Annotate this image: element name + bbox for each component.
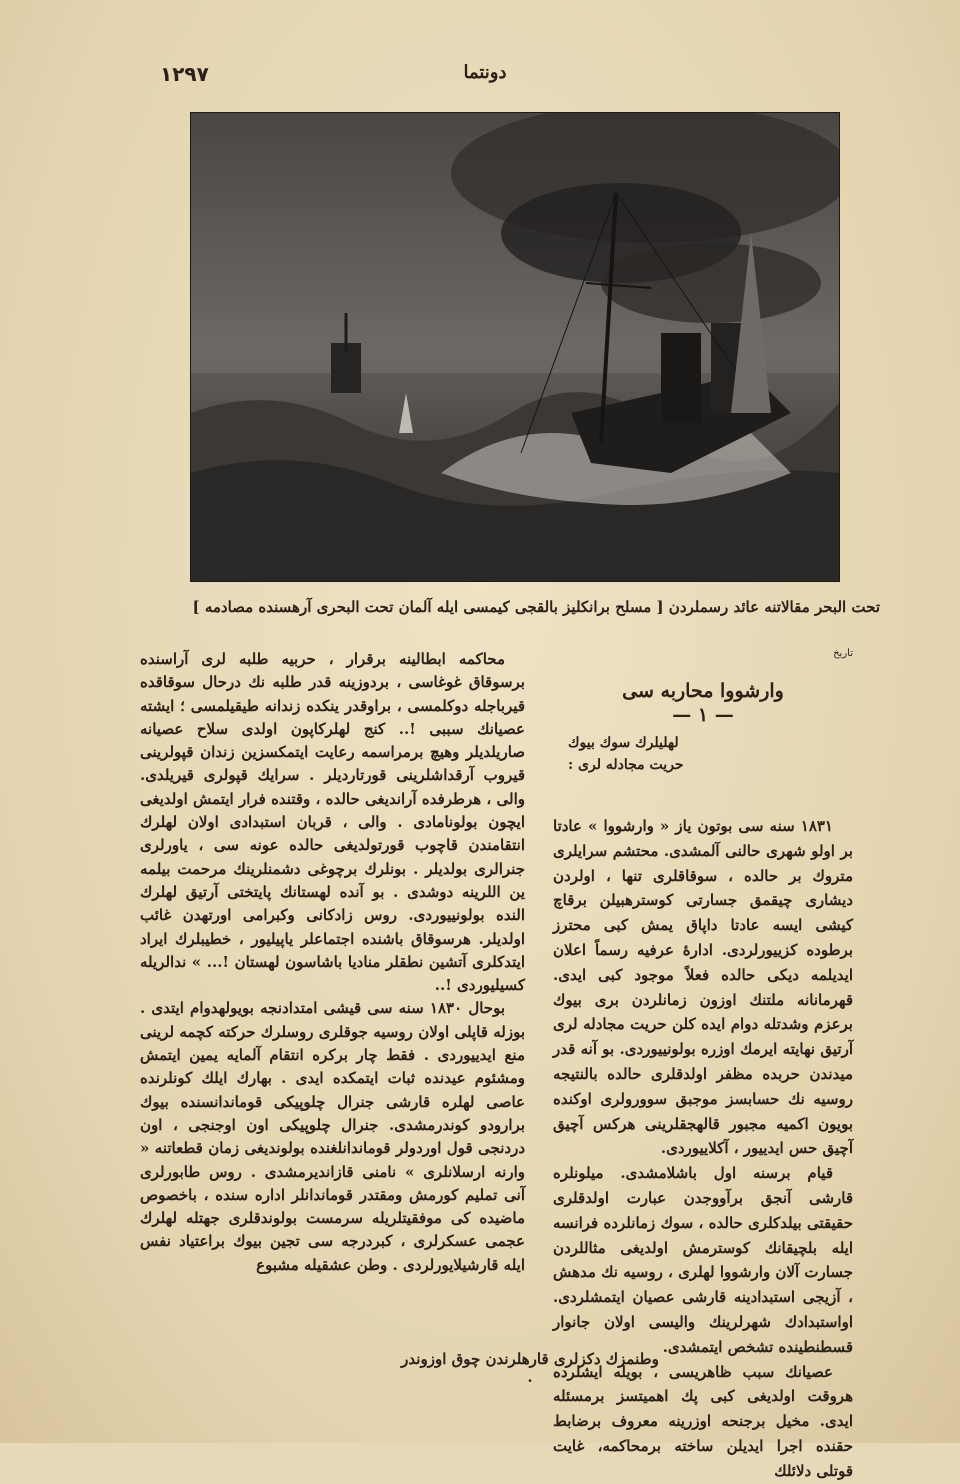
page-header — [160, 62, 810, 92]
ship-in-storm-photo — [190, 112, 840, 582]
article-part-number: — ۱ — — [672, 704, 734, 726]
page-number: ۱۲۹۷ — [160, 62, 209, 86]
paragraph: قیام برسنه اول باشلامشدی. میلونلره قارشی آنجق برآووجدن عبارت اولدقلری حقیقتی بیلدکلری حالده ، سوك زمانلرده فرانسه ایله بلچیقانك کوسترمش اولدیغی مثاللردن جسارت آلان وارشووا لهلری ، روسیه نك مدهش ، آزیجی استبدادینه قارشی عصیان ایتمشلردی. اواستبدادك شهرلرینك والیسی اولان جانوار قسطنطینده تشخص ایتمشدی. — [553, 1164, 853, 1356]
photo-illustration — [191, 113, 839, 581]
photo-caption: تحت البحر مقالاتنه عائد رسملردن [ مسلح برانكليز بالقجی كیمسی ایله آلمان تحت البحری آرهسنده مصادمه ] — [192, 598, 880, 616]
paragraph: محاکمه ابطالینه برقرار ، حربیه طلبه لری آراسنده برسوقاق غوغاسی ، بردوزینه قدر طلبه نك درحال سوقاقده قیرباجله دوکلمسی ، براوقدر ینکده زندانه طیقیلمسی ؛ ایشته عصیانك سببی !.. کنج لهلرکاپون اولدی سلاح عصیانه صاریلدیلر وهیچ برمراسمه رعایت ایتمکسزین زندان قپولرینی قیروب آرقداشلرینی قورتاردیلر . سرایك قپولری قیریلدی. والی ، هرطرفده آراندیغی حالده ، وقتنده فرار ایتمش اولدیغی ایچون بولونامادی . والی ، قربان استبدادی اولان لهلرك انتقامندن قاچوب قورتولدیغی حالده عونه سی ، یاورلری جنرالری بولدیلر . بونلرك برچوغی دشمنلرینك مرحمت بیلمه ین اللرینه دوشدی . بو آنده لهستانك پایتختی آرتیق لهلرك النده بولونییوردی. روس زادکانی وکبرامی اورتهدن غائب اولدیلر. هرسوقاق باشنده اجتماعلر یاپیلیور ، خطیبلرك ایراد ایتدکلری آتشین نطقلر منادیا باشاسون لهستان !... » ندالریله کسیلیوردی !.. — [140, 650, 525, 995]
running-title: دونتما — [463, 62, 507, 83]
left-column — [140, 648, 525, 1277]
paragraph: عصیانك سبب ظاهریسی ، بویله ایشلرده هروقت اولدیغی کبی پك اهمیتسز برمسئله ایدی. مخیل برجنحه اوزرینه معروف برضابط حقنده اجرا ایدیلن ساخته برمحاکمه، غایت قوتلی دلائلك — [553, 1362, 853, 1480]
paragraph: بوحال ۱۸۳۰ سنه سی قیشی امتدادنجه بویولهدوام ایتدی . بوزله قاپلی اولان روسیه جوقلری روسلرك حرکته کچمه لرینی منع ایدییوردی . فقط چار برکره انتقام آلمایه یمین ایتمش ومشئوم عیدنده ثبات ایتمکده ایدی . بهارك ایلك کونلرنده عاصی لهلره قارشی جنرال چلوپیکی قوماندانسنده بیوك برارودو کوندرمشدی. جنرال چلوپیکی اون اوجنجی ، اون دردنجی قول اوردولر قوماندانلغنده بولوندیغی زمان قطعاتنه « وارنه ارسلانلری » نامنی قازاندیرمشدی . روس طابورلری آنی تملیم کورمش ومقتدر قوماندانلر اداره سنده ، باخصوص ماضیده کی موفقیتلریله سرمست بولوندقلری جهتله لهلرك عجمی عسکرلری ، کبردرجه سی تجین بیوك براعتیاد نفس ایله قارشیلایورلردی . وطن عشقیله مشبوع — [140, 999, 525, 1274]
article-subtitle — [553, 732, 853, 776]
subtitle-line: لهلیلرك سوك بیوك — [568, 735, 679, 751]
section-tag: تاریخ — [833, 648, 853, 659]
paragraph: ۱۸۳۱ سنه سی بوتون یاز « وارشووا » عادتا بر اولو شهری حالنی آلمشدی. محتشم سرایلری متروك بر حالده ، سوقاقلری تنها ، اولردن دیشاری چیقمق جسارتی کوسترهبیلن برقاچ کیشی ایسه عادتا داپاق یمش کبی محترز برطوده کزییورلردی. ادارهٔ عرفیه رسماً اعلان ایدیلمه دیکی حالده فعلاً موجود کبی ایدی. قهرمانانه ملتنك اوزون زمانلردن بری بیوك برعزم وشدتله دوام ایده كلن حریت مجادله لری آرتیق نهایته ایرمك اوزره بولونییوردی. بو آنه قدر میدندن حربده مظفر اولدقلری حالده بالنتیجه روسیه نك حسابسز موجبق سوورولری اوکنده بویون اکمیه مجبور قالهجقلرینی هرکس آچیق آچیق حس ایدییور ، آکلاییوردی. — [553, 817, 853, 1158]
subtitle-line: حریت مجادله لری : — [568, 757, 684, 773]
article-title: وارشووا محاربه سی — [622, 680, 784, 702]
footer-line: وطنمزك دکزلری قارهلرندن چوق اوزوندر . — [401, 1350, 659, 1386]
